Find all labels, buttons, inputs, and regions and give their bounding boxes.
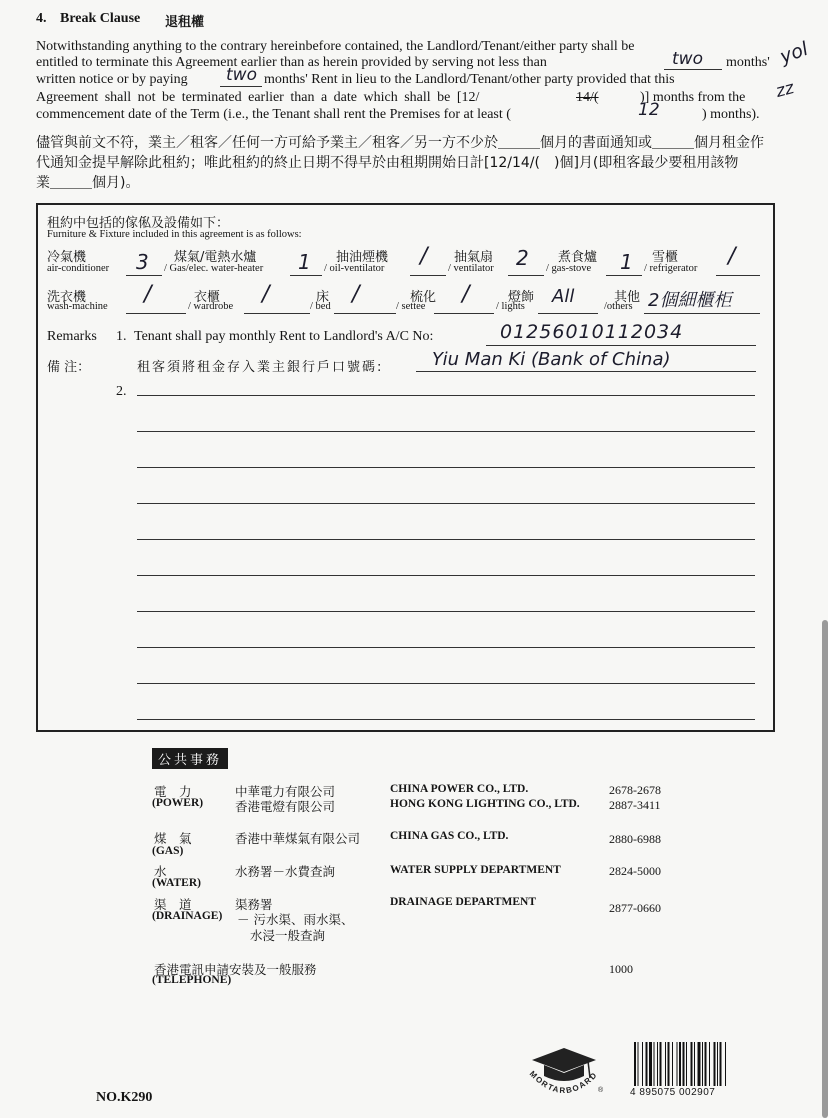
clause-line-4-start: Agreement shall not be terminated earlier than a date which shall be [12/ (36, 90, 480, 105)
clause-zh-line-3: 業＿＿＿個月)。 (36, 175, 140, 191)
barcode-bar (646, 1042, 648, 1086)
barcode-bar (649, 1042, 652, 1086)
item-fridge-value: / (728, 244, 736, 269)
registered-mark: ® (598, 1087, 604, 1094)
item-bed-en: / bed (310, 301, 331, 312)
item-others-en: /others (604, 301, 633, 312)
util-drainage-co2-zh: － 污水渠、雨水渠、 (237, 912, 354, 927)
item-washer-value: / (144, 282, 152, 307)
item-oilvent-zh: 抽油煙機 (336, 250, 389, 265)
item-aircon-value: 3 (136, 250, 149, 274)
item-others-zh: 其他 (614, 290, 641, 305)
util-drainage-en: (DRAINAGE) (152, 910, 223, 922)
clause-line-3-end: months' Rent in lieu to the Landlord/Tenant/other party provided that this (264, 72, 675, 87)
item-lights-zh: 燈飾 (508, 290, 535, 305)
item-others-value: 2個細櫃柜 (648, 290, 732, 311)
util-power-co1-en: CHINA POWER CO., LTD. (390, 783, 529, 795)
remarks-item-1-num: 1. (116, 329, 127, 344)
remarks-label-zh: 備 注： (47, 360, 91, 375)
util-gas-co-zh: 香港中華煤氣有限公司 (235, 831, 361, 846)
item-gasstove-zh: 煮食爐 (558, 250, 598, 265)
account-name: Yiu Man Ki (Bank of China) (432, 349, 671, 370)
section-title-zh: 退租權 (165, 15, 205, 30)
util-gas-en: (GAS) (152, 845, 184, 857)
clause-line-4-struck: 14/( (576, 90, 599, 105)
barcode-bar (705, 1042, 707, 1086)
util-power-co1-zh: 中華電力有限公司 (235, 784, 336, 799)
barcode-bar (677, 1042, 678, 1086)
item-ventilator-value: 2 (516, 246, 529, 270)
barcode-bar (683, 1042, 685, 1086)
util-water-zh: 水 (154, 864, 167, 879)
clause-line-4-end: )] months from the (640, 90, 746, 105)
barcode-bar (714, 1042, 716, 1086)
clause-line-2: entitled to terminate this Agreement earlier than as herein provided by serving not less than (36, 55, 547, 70)
item-heater-zh: 煤氣/電熱水爐 (174, 250, 257, 265)
util-gas-phone: 2880-6988 (609, 832, 661, 846)
item-heater-value: 1 (298, 250, 311, 274)
item-ventilator-en: / ventilator (448, 263, 494, 274)
item-washer-en: wash-machine (47, 301, 108, 312)
section-number: 4. (36, 11, 47, 26)
clause-line-2-end: months' (726, 55, 770, 70)
barcode-bar (672, 1042, 673, 1086)
util-power-co2-en: HONG KONG LIGHTING CO., LTD. (390, 798, 580, 810)
util-drainage-phone: 2877-0660 (609, 901, 661, 915)
util-power-zh: 電 力 (154, 784, 192, 799)
item-ventilator-zh: 抽氣扇 (454, 250, 494, 265)
barcode-bar (709, 1042, 710, 1086)
item-aircon-en: air-conditioner (47, 263, 110, 274)
util-telephone-zh: 香港電訊申請安裝及一般服務 (154, 962, 317, 977)
barcode-bar (679, 1042, 681, 1086)
remarks-label-en: Remarks (47, 329, 97, 344)
util-telephone-phone: 1000 (609, 962, 633, 976)
util-water-co-zh: 水務署－水費查詢 (235, 864, 336, 879)
clause-zh-line-1: 儘管與前文不符，業主／租客／任何一方可給予業主／租客／另一方不少於＿＿＿個月的書面通知或＿＿＿個月租金作 (36, 135, 764, 151)
margin-initial-2: zz (773, 78, 797, 102)
util-gas-zh: 煤 氣 (154, 831, 192, 846)
clause-line-5-start: commencement date of the Term (i.e., the Tenant shall rent the Premises for at least ( (36, 107, 511, 122)
util-drainage-co-en: DRAINAGE DEPARTMENT (390, 896, 537, 908)
util-water-phone: 2824-5000 (609, 864, 661, 878)
brand-text: MORTARBOARD (527, 1069, 600, 1096)
util-power-phone1: 2678-2678 (609, 783, 661, 797)
barcode-bar (717, 1042, 718, 1086)
remarks-item-2-num: 2. (116, 384, 127, 399)
notice-months-handwritten: two (672, 49, 703, 69)
mortarboard-logo (518, 1040, 610, 1102)
furniture-heading-en: Furniture & Fixture included in this agreement is as follows: (47, 229, 302, 240)
item-lights-value: All (552, 286, 575, 307)
item-wardrobe-en: / wardrobe (188, 301, 234, 312)
barcode-bar (665, 1042, 666, 1086)
min-months-handwritten: 12 (638, 100, 660, 120)
barcode-bar (720, 1042, 722, 1086)
item-heater-en: / Gas/elec. water-heater (164, 263, 264, 274)
rent-months-handwritten: two (226, 65, 257, 85)
margin-initial-1: yol (777, 37, 812, 69)
util-water-en: (WATER) (152, 877, 201, 889)
util-drainage-co1-zh: 渠務署 (235, 897, 273, 912)
item-aircon-zh: 冷氣機 (47, 250, 87, 265)
item-fridge-zh: 雪櫃 (652, 250, 679, 265)
form-number: NO.K290 (96, 1090, 153, 1105)
util-power-phone2: 2887-3411 (609, 798, 661, 812)
item-wardrobe-value: / (262, 282, 270, 307)
clause-line-5-end: ) months). (702, 107, 760, 122)
barcode-bar (686, 1042, 687, 1086)
barcode-bar (654, 1042, 655, 1086)
utilities-heading: 公共事務 (152, 748, 228, 769)
util-drainage-zh: 渠 道 (154, 897, 192, 912)
furniture-heading-zh: 租約中包括的傢俬及設備如下： (47, 216, 230, 231)
item-oilvent-en: / oil-ventilator (324, 263, 385, 274)
clause-line-1: Notwithstanding anything to the contrary hereinbefore contained, the Landlord/Tenant/either party shall be (36, 39, 635, 54)
remarks-item-1-en: Tenant shall pay monthly Rent to Landlord's A/C No: (134, 329, 434, 344)
util-power-co2-zh: 香港電燈有限公司 (235, 799, 336, 814)
barcode-number: 4 895075 002907 (630, 1087, 716, 1098)
item-settee-zh: 梳化 (410, 290, 437, 305)
item-settee-en: / settee (396, 301, 426, 312)
barcode-bar (694, 1042, 695, 1086)
scrollbar[interactable] (822, 620, 828, 1118)
barcode-bar (691, 1042, 693, 1086)
barcode-bar (657, 1042, 658, 1086)
item-gasstove-value: 1 (620, 250, 633, 274)
item-bed-value: / (352, 282, 360, 307)
item-gasstove-en: / gas-stove (546, 263, 592, 274)
section-title-en: Break Clause (60, 11, 141, 26)
barcode-bar (642, 1042, 643, 1086)
clause-zh-line-2: 代通知金提早解除此租約；唯此租約的終止日期不得早於由租期開始日計[12/14/( )個]月(即租客最少要租用該物 (36, 155, 739, 171)
remarks-item-1-zh: 租客須將租金存入業主銀行戶口號碼: (137, 360, 384, 375)
barcode-bar (660, 1042, 662, 1086)
item-bed-zh: 床 (316, 290, 330, 305)
util-power-en: (POWER) (152, 797, 204, 809)
barcode-bar (634, 1042, 636, 1086)
item-washer-zh: 洗衣機 (47, 290, 87, 305)
barcode-bar (668, 1042, 670, 1086)
barcode-bar (638, 1042, 639, 1086)
util-water-co-en: WATER SUPPLY DEPARTMENT (390, 864, 561, 876)
account-number: 01256010112034 (500, 321, 684, 343)
util-gas-co-en: CHINA GAS CO., LTD. (390, 830, 509, 842)
barcode-bar (725, 1042, 726, 1086)
item-wardrobe-zh: 衣櫃 (194, 290, 221, 305)
clause-line-3-start: written notice or by paying (36, 72, 188, 87)
item-oilvent-value: / (420, 244, 428, 269)
item-fridge-en: / refrigerator (644, 263, 698, 274)
barcode-bar (698, 1042, 701, 1086)
item-lights-en: / lights (496, 301, 525, 312)
item-settee-value: / (462, 282, 470, 307)
barcode-bar (702, 1042, 703, 1086)
util-drainage-co3-zh: 水浸一般查詢 (250, 928, 326, 943)
util-telephone-en: (TELEPHONE) (152, 974, 232, 986)
